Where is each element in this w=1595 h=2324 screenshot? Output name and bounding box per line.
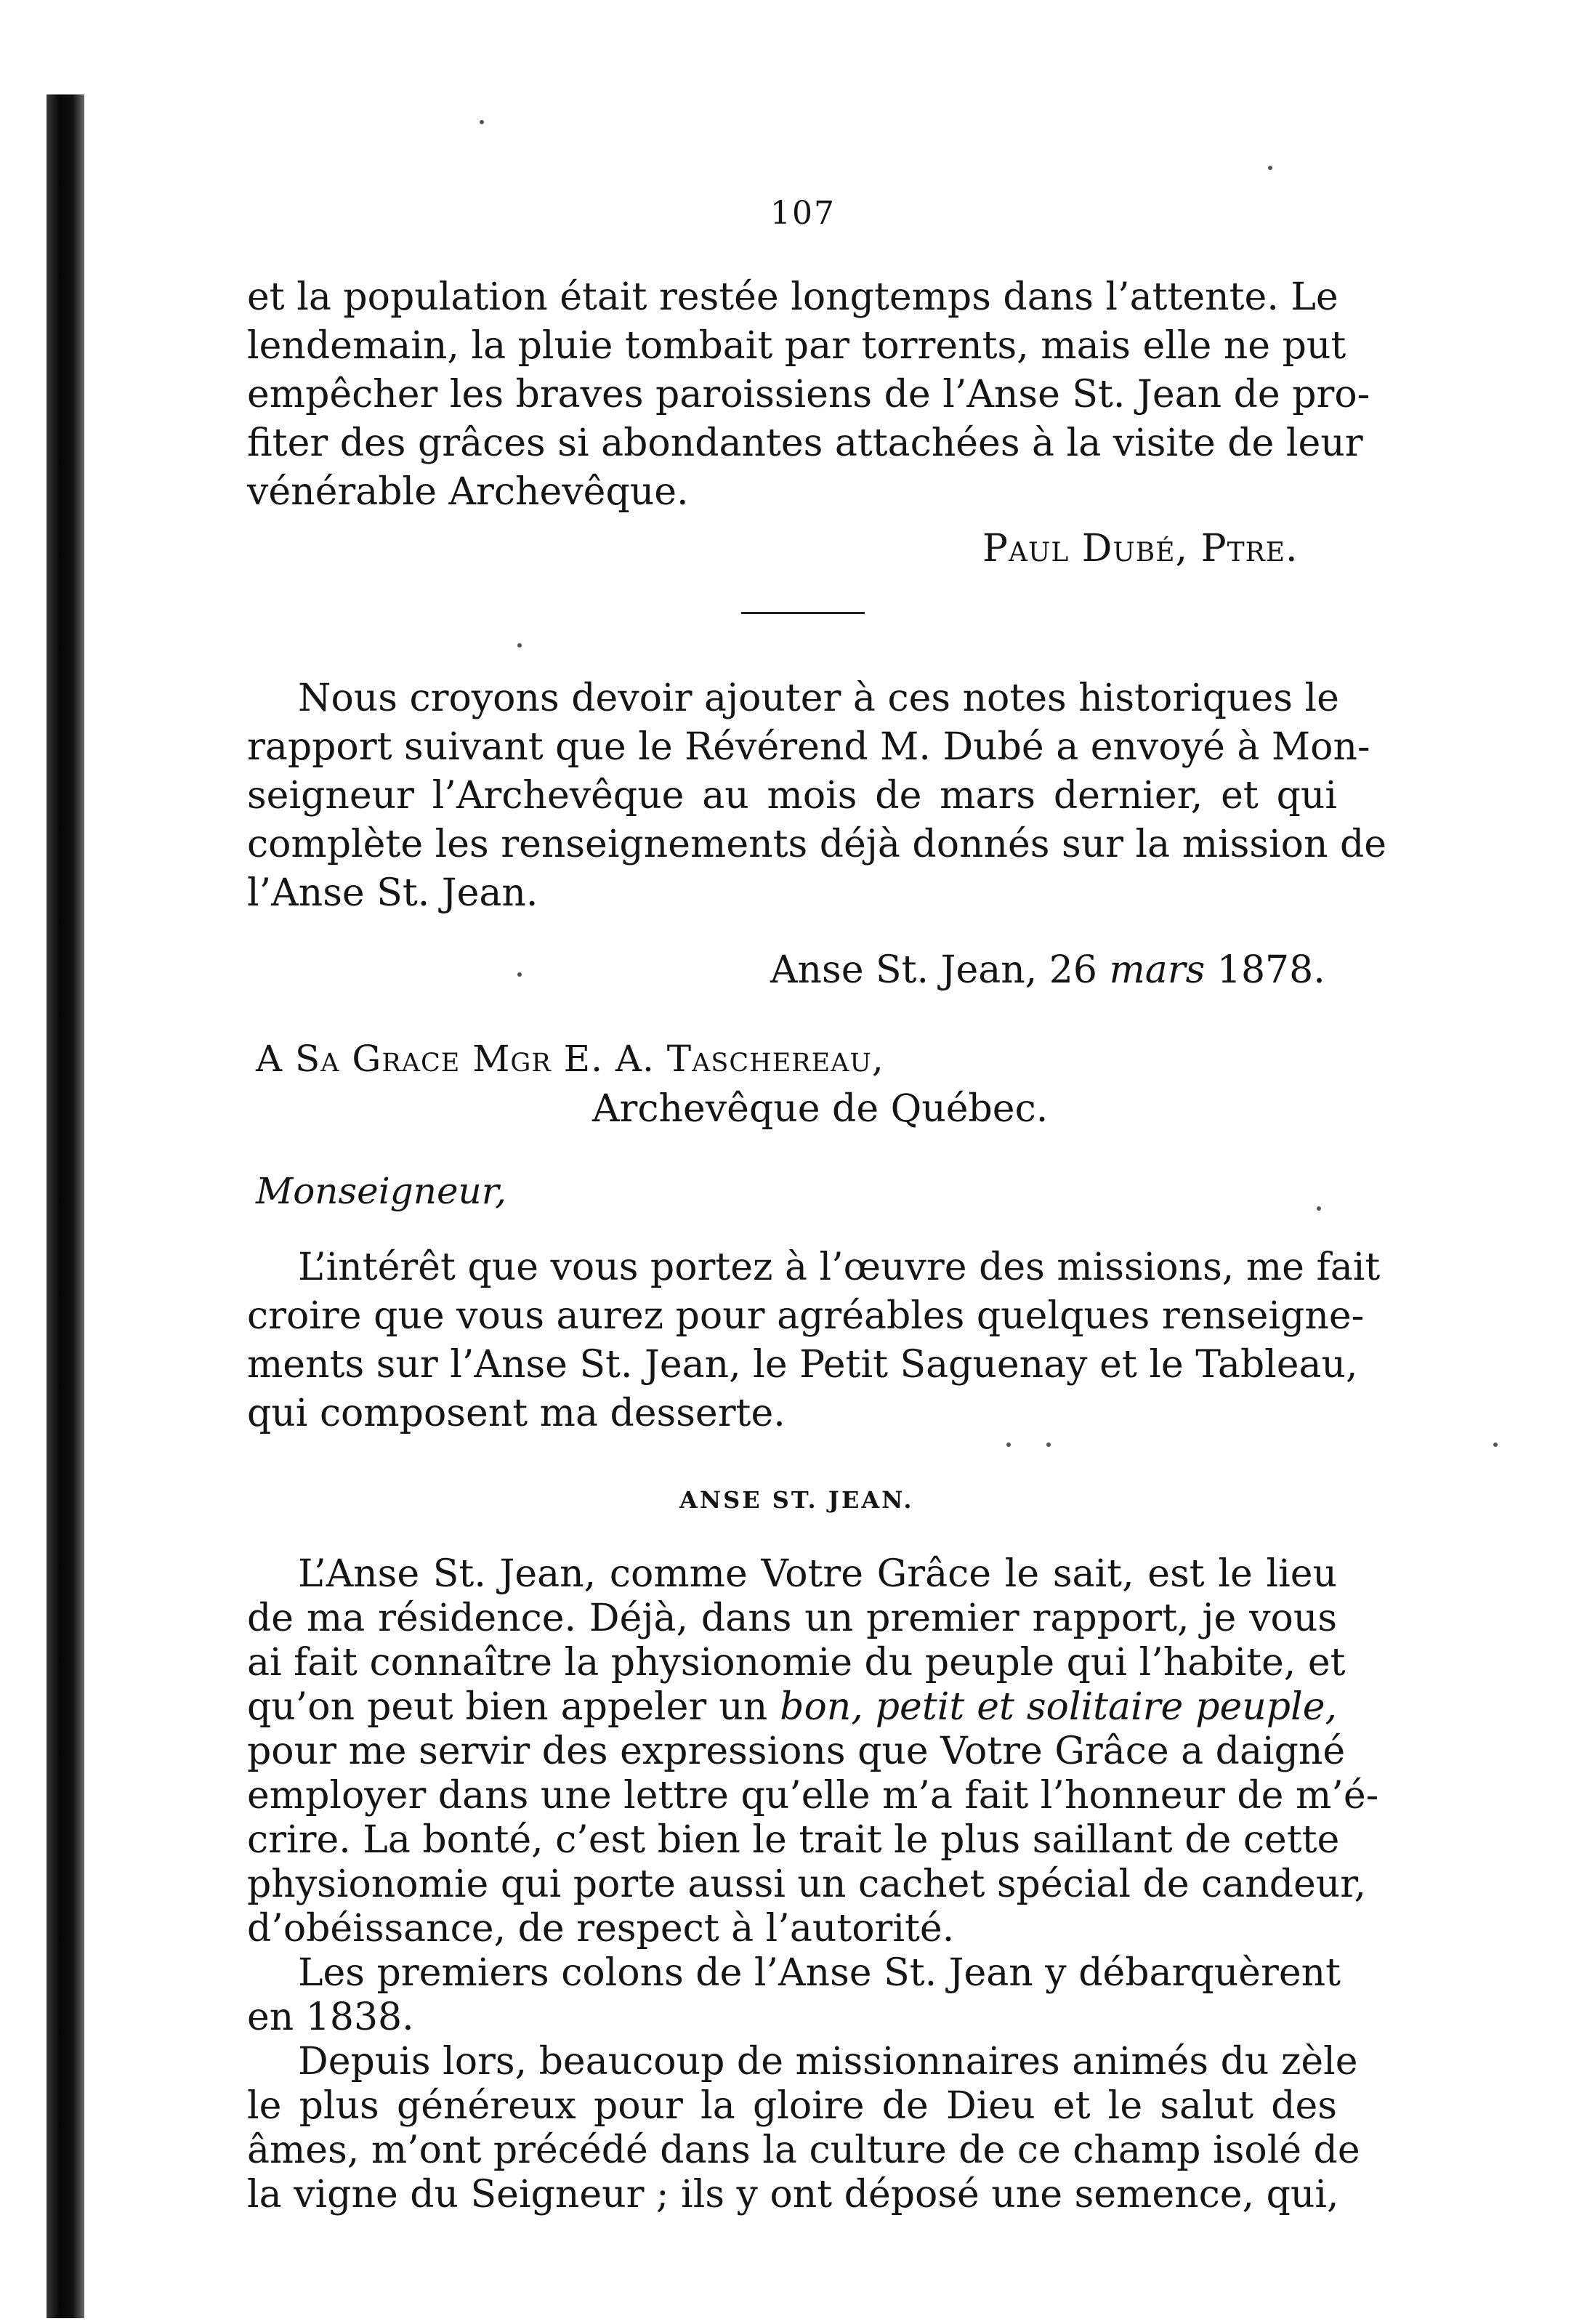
- text-run: qu’on peut bien appeler un: [247, 1685, 780, 1729]
- text-line: Nous croyons devoir ajouter à ces notes historiques le: [298, 677, 1339, 720]
- scan-speck: [1006, 1443, 1011, 1447]
- text-line: lendemain, la pluie tombait par torrents, mais elle ne put: [247, 324, 1346, 368]
- text-line: empêcher les braves paroissiens de l’Anse St. Jean de pro-: [247, 373, 1370, 416]
- scan-speck: [480, 120, 484, 124]
- text-line: [247, 1685, 1337, 1729]
- text-line: pour me servir des expressions que Votre Grâce a daigné: [247, 1730, 1346, 1773]
- dateline-place: Anse St. Jean, 26: [770, 948, 1110, 992]
- italic-phrase: bon, petit et solitaire peuple,: [780, 1685, 1337, 1729]
- letter-addressee-title: Archevêque de Québec.: [592, 1087, 1049, 1131]
- scan-speck: [517, 643, 522, 647]
- text-line: le plus généreux pour la gloire de Dieu et le salut des: [247, 2084, 1337, 2128]
- text-line: ai fait connaître la physionomie du peuple qui l’habite, et: [247, 1641, 1346, 1685]
- text-line: croire que vous aurez pour agréables quelques renseigne-: [247, 1294, 1365, 1338]
- text-line: seigneur l’Archevêque au mois de mars dernier, et qui: [247, 774, 1337, 818]
- page-number: 107: [770, 195, 836, 232]
- letter-salutation: Monseigneur,: [256, 1170, 507, 1212]
- text-line: âmes, m’ont précédé dans la culture de ce champ isolé de: [247, 2129, 1360, 2172]
- text-line: ments sur l’Anse St. Jean, le Petit Saguenay et le Tableau,: [247, 1343, 1358, 1387]
- text-line: Les premiers colons de l’Anse St. Jean y débarquèrent: [298, 1951, 1341, 1995]
- text-line: fiter des grâces si abondantes attachées à la visite de leur: [247, 421, 1363, 465]
- text-line: qui composent ma desserte.: [247, 1392, 786, 1435]
- text-line: L’intérêt que vous portez à l’œuvre des missions, me fait: [298, 1246, 1381, 1289]
- text-line: en 1838.: [247, 1996, 414, 2039]
- scan-speck: [1493, 1443, 1498, 1447]
- scan-speck: [1268, 166, 1272, 170]
- text-line: crire. La bonté, c’est bien le trait le plus saillant de cette: [247, 1818, 1340, 1862]
- section-heading: ANSE ST. JEAN.: [679, 1486, 914, 1514]
- dateline-year: 1878.: [1205, 948, 1325, 992]
- scan-speck: [1046, 1443, 1051, 1447]
- text-line: complète les renseignements déjà donnés sur la mission de: [247, 823, 1387, 866]
- text-line: d’obéissance, de respect à l’autorité.: [247, 1907, 955, 1950]
- section-divider: [741, 612, 865, 614]
- text-line: de ma résidence. Déjà, dans un premier rapport, je vous: [247, 1597, 1337, 1640]
- scanned-page-edge: [47, 94, 84, 2318]
- letter-addressee: A Sa Grace Mgr E. A. Taschereau,: [256, 1038, 884, 1080]
- signature: Paul Dubé, Ptre.: [982, 527, 1299, 570]
- text-line: physionomie qui porte aussi un cachet spécial de candeur,: [247, 1863, 1366, 1906]
- dateline: [770, 948, 1325, 992]
- text-line: l’Anse St. Jean.: [247, 871, 538, 915]
- text-line: rapport suivant que le Révérend M. Dubé a envoyé à Mon-: [247, 725, 1370, 769]
- scan-speck: [1317, 1206, 1321, 1211]
- text-line: la vigne du Seigneur ; ils y ont déposé une semence, qui,: [247, 2173, 1339, 2216]
- text-line: vénérable Archevêque.: [247, 470, 689, 514]
- dateline-month: mars: [1109, 948, 1206, 992]
- text-line: Depuis lors, beaucoup de missionnaires animés du zèle: [298, 2040, 1358, 2083]
- text-line: L’Anse St. Jean, comme Votre Grâce le sait, est le lieu: [298, 1552, 1337, 1596]
- text-line: employer dans une lettre qu’elle m’a fait l’honneur de m’é-: [247, 1774, 1379, 1817]
- text-line: et la population était restée longtemps dans l’attente. Le: [247, 275, 1338, 319]
- scan-speck: [517, 972, 522, 977]
